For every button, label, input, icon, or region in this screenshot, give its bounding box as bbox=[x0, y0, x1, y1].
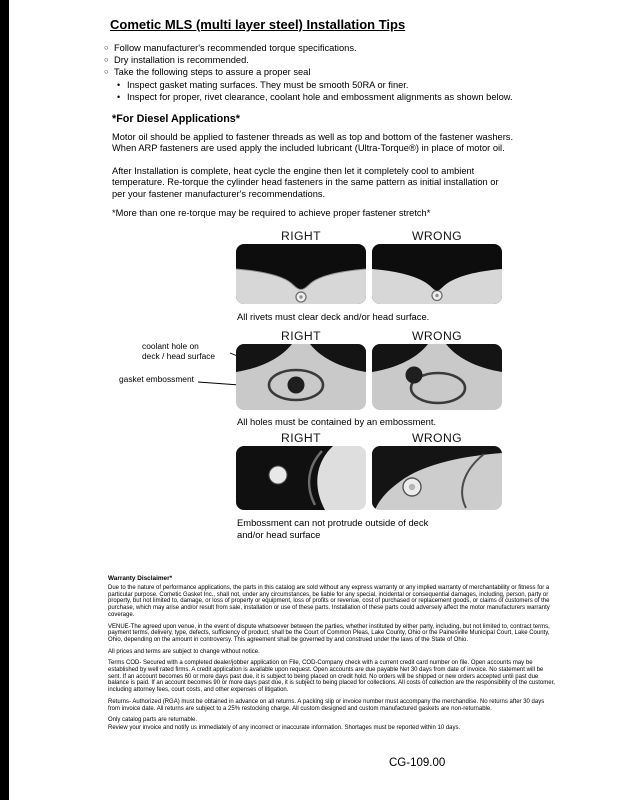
disclaimer-paragraph: All prices and terms are subject to change without notice. bbox=[108, 648, 260, 655]
circle-bullet-icon: ○ bbox=[104, 43, 109, 52]
embossment-right-diagram bbox=[236, 446, 366, 510]
diesel-paragraph-2: After Installation is complete, heat cycle the engine then let it completely cool to ambient temperature. Re-torque the cylinder head fasteners in the same pattern as initial installation or per your fastener manufacturer's recommendations. bbox=[112, 166, 499, 199]
embossment-protruding-illustration bbox=[372, 446, 502, 510]
tip-text: Take the following steps to assure a proper seal bbox=[114, 67, 311, 78]
diesel-paragraph-1: Motor oil should be applied to fastener threads as well as top and bottom of the fastener washers. When ARP fasteners are used apply the included lubricant (Ultra-Torque®) in place of motor oil. bbox=[112, 132, 514, 154]
hole-not-contained-illustration bbox=[372, 344, 502, 410]
dot-bullet-icon: • bbox=[117, 79, 121, 90]
tip-item bbox=[104, 42, 513, 54]
coolant-hole-annotation bbox=[142, 342, 215, 362]
circle-bullet-icon: ○ bbox=[104, 55, 109, 65]
embossment-inside-illustration bbox=[236, 446, 366, 510]
embossment-wrong-diagram bbox=[372, 446, 502, 510]
circle-bullet-icon: ○ bbox=[104, 67, 109, 77]
tips-list bbox=[104, 42, 513, 103]
coolant-hole-wrong-diagram bbox=[372, 344, 502, 410]
coolant-hole-right-diagram bbox=[236, 344, 366, 410]
tip-text: Follow manufacturer's recommended torque specifications. bbox=[114, 43, 357, 53]
page-title: Cometic MLS (multi layer steel) Installation Tips bbox=[110, 17, 406, 32]
document-number: CG-109.00 bbox=[389, 757, 446, 769]
disclaimer-paragraph: Only catalog parts are returnable. bbox=[108, 717, 198, 724]
caption-row2: All holes must be contained by an embossment. bbox=[237, 416, 437, 427]
tip-item bbox=[104, 66, 513, 78]
rivet-right-diagram bbox=[236, 244, 366, 304]
disclaimer-paragraph: Terms COD- Secured with a completed dealer/jobber application on File, COD-Company check with a current credit card number on file. Open accounts may be established by well rated firms. A credit application is available upon request. Open accounts are due payable Net 30 days from date of invoice. No statement will be sent. If an account becomes 60 or more days past due, it is subject to being placed on credit hold. No orders will be shipped or new orders accepted until past due balance is paid. If an account becomes 90 or more days past due, it is subject to being placed for collections. All costs of collection are the responsibility of the customer, including attorney fees, court costs, and other expenses of litigation. bbox=[108, 660, 555, 694]
disclaimer-paragraph: Returns- Authorized (RGA) must be obtained in advance on all returns. A packing slip or invoice number must accompany the merchandise. No returns after 30 days from invoice date. All returns are subject to a 25% restocking charge. All custom designed and custom manufactured gaskets are non-returnable. bbox=[108, 698, 545, 712]
hole-contained-illustration bbox=[236, 344, 366, 410]
dot-bullet-icon: • bbox=[117, 91, 121, 102]
wrong-label-row1: WRONG bbox=[411, 229, 463, 243]
annotation-line-1: coolant hole on bbox=[142, 341, 199, 351]
tip-text: Inspect for proper, rivet clearance, coolant hole and embossment alignments as shown below. bbox=[127, 91, 513, 102]
gasket-embossment-annotation: gasket embossment bbox=[119, 374, 194, 384]
disclaimer-paragraph: VENUE-The agreed upon venue, in the event of dispute whatsoever between the parties, whether instituted by either party, including, but not limited to, contract terms, payment terms, delivery, type, defects, sufficiency of product, shall be the Court of Common Pleas, Lake County, Ohio or the Painesville Municipal Court, Lake County, Ohio, depending on the amount in controversy. This agreement shall be governed by and construed under the laws of the State of Ohio. bbox=[108, 623, 550, 643]
wrong-label-row2: WRONG bbox=[411, 329, 463, 343]
caption-row3: Embossment can not protrude outside of deck and/or head surface bbox=[237, 517, 429, 540]
retorque-note: *More than one re-torque may be required to achieve proper fastener stretch* bbox=[112, 208, 431, 218]
tip-subitem bbox=[117, 91, 513, 103]
disclaimer-heading: Warranty Disclaimer* bbox=[108, 575, 173, 582]
page-edge-bar bbox=[0, 0, 9, 800]
warranty-disclaimer-section bbox=[108, 575, 556, 737]
rivet-clear-illustration bbox=[236, 244, 366, 304]
disclaimer-paragraph: Due to the nature of performance applications, the parts in this catalog are sold without any express warranty or any implied warranty of merchantability or fitness for a particular purpose. Cometic Gasket Inc., shall not, under any circumstances, be liable for any special, incidental or consequential damages, including, person, party or property, but not limited to, damage, or loss of property or equipment, loss of profits or revenue, cost of purchased or replacement goods, or claims of customers of the purchase, which may arise and/or result from sale, installation or use of these parts. Installation of these parts could adversely affect the motor manufacturers warranty coverage. bbox=[108, 585, 550, 618]
right-label-row2: RIGHT bbox=[281, 329, 321, 343]
tip-subitem bbox=[117, 79, 513, 91]
right-label-row1: RIGHT bbox=[281, 229, 321, 243]
rivet-touching-illustration bbox=[372, 244, 502, 304]
tip-text: Inspect gasket mating surfaces. They must be smooth 50RA or finer. bbox=[127, 79, 409, 90]
rivet-wrong-diagram bbox=[372, 244, 502, 304]
disclaimer-paragraph: Review your invoice and notify us immediately of any incorrect or inaccurate information. Shortages must be reported within 10 days. bbox=[108, 724, 461, 731]
right-label-row3: RIGHT bbox=[281, 431, 321, 445]
annotation-line-2: deck / head surface bbox=[142, 350, 216, 361]
tip-item bbox=[104, 54, 513, 66]
diesel-heading: *For Diesel Applications* bbox=[112, 113, 240, 125]
caption-row1: All rivets must clear deck and/or head surface. bbox=[237, 311, 430, 322]
tip-text: Dry installation is recommended. bbox=[114, 55, 249, 66]
wrong-label-row3: WRONG bbox=[411, 431, 463, 445]
